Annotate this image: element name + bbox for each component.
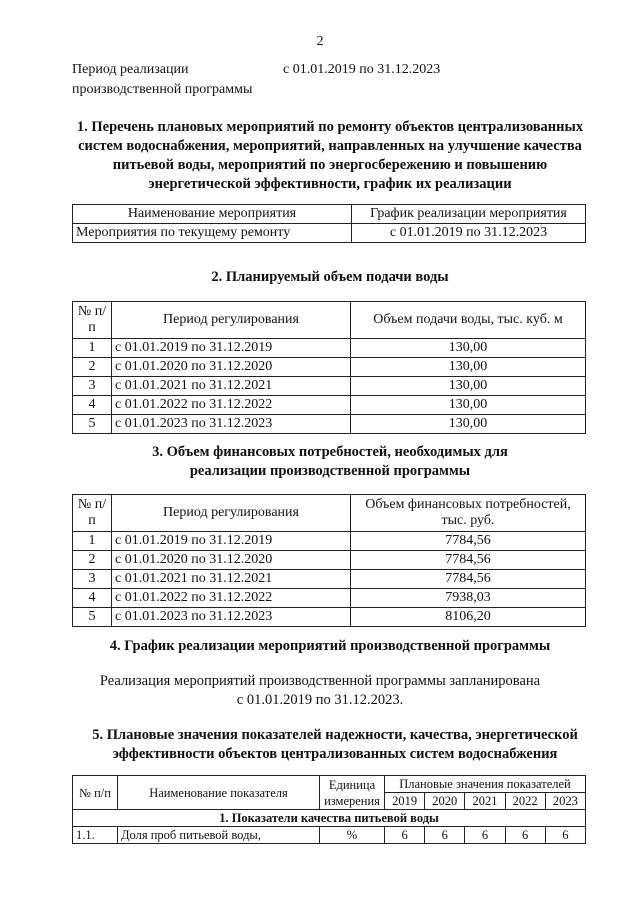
s5-row-value: 6 [505,827,545,844]
s1-row-name: Мероприятия по текущему ремонту [73,224,352,243]
s1-header-schedule: График реализации мероприятия [352,205,586,224]
s2-volume: 130,00 [351,358,586,377]
s1-row-schedule: с 01.01.2019 по 31.12.2023 [352,224,586,243]
s2-period: с 01.01.2023 по 31.12.2023 [112,415,351,434]
s2-period: с 01.01.2022 по 31.12.2022 [112,396,351,415]
s2-volume: 130,00 [351,339,586,358]
s2-period: с 01.01.2020 по 31.12.2020 [112,358,351,377]
table-row [73,532,586,551]
table-row [73,339,586,358]
s5-row-unit: % [320,827,385,844]
s2-header-volume: Объем подачи воды, тыс. куб. м [351,302,586,339]
s2-period: с 01.01.2019 по 31.12.2019 [112,339,351,358]
s5-row-name: Доля проб питьевой воды, [118,827,320,844]
s3-period: с 01.01.2020 по 31.12.2020 [112,551,351,570]
s5-year: 2020 [425,793,465,810]
s2-header-num: № п/п [73,302,112,339]
s3-period: с 01.01.2019 по 31.12.2019 [112,532,351,551]
s5-year: 2022 [505,793,545,810]
section5-table [72,775,586,844]
s3-header-finance: Объем финансовых потребностей, тыс. руб. [351,495,586,532]
section1-table [72,204,586,243]
s5-row-value: 6 [425,827,465,844]
s2-volume: 130,00 [351,415,586,434]
section2-title: 2. Планируемый объем подачи воды [211,269,449,285]
table-row [73,608,586,627]
s2-period: с 01.01.2021 по 31.12.2021 [112,377,351,396]
s3-num: 2 [73,551,112,570]
s3-amount: 7784,56 [351,532,586,551]
section5-title: 5. Плановые значения показателей надежности, качества, энергетической эффективности объектов централизованных систем водоснабжения [92,727,578,762]
s2-volume: 130,00 [351,396,586,415]
table-row [73,589,586,608]
s3-period: с 01.01.2023 по 31.12.2023 [112,608,351,627]
s3-num: 5 [73,608,112,627]
s3-period: с 01.01.2022 по 31.12.2022 [112,589,351,608]
s1-header-name: Наименование мероприятия [73,205,352,224]
section4-text-line1: Реализация мероприятий производственной программы запланирована [99,673,541,689]
s2-num: 5 [73,415,112,434]
s3-amount: 7938,03 [351,589,586,608]
s5-year: 2023 [545,793,585,810]
period-block [72,60,441,100]
period-label-line1: Период реализации [72,62,189,77]
s2-num: 4 [73,396,112,415]
s5-row-value: 6 [385,827,425,844]
table-row [73,396,586,415]
section3-title: 3. Объем финансовых потребностей, необходимых для реализации производственной программы [152,444,508,479]
s2-volume: 130,00 [351,377,586,396]
s5-header-plan: Плановые значения показателей [385,776,586,793]
section3-table [72,494,586,627]
table-row [73,827,586,844]
section1-title: 1. Перечень плановых мероприятий по ремонту объектов централизованных систем водоснабжения, мероприятий, направленных на улучшение качества питьевой воды, мероприятий по энергосбережению и повышению энергетической эффективности, график их реализации [76,119,584,192]
table-row [73,415,586,434]
table-row [73,551,586,570]
section2-table [72,301,586,434]
s3-header-period: Период регулирования [112,495,351,532]
s3-num: 1 [73,532,112,551]
s5-header-num: № п/п [73,776,118,810]
s5-group-quality: 1. Показатели качества питьевой воды [73,810,586,827]
period-label-line2: производственной программы [72,82,253,97]
page-number: 2 [316,34,324,49]
s2-header-period: Период регулирования [112,302,351,339]
section4-title: 4. График реализации мероприятий производственной программы [109,638,551,654]
s5-row-num: 1.1. [73,827,118,844]
s5-header-unit: Единица измерения [320,776,385,810]
s3-num: 3 [73,570,112,589]
s3-period: с 01.01.2021 по 31.12.2021 [112,570,351,589]
s5-year: 2021 [465,793,505,810]
s3-amount: 8106,20 [351,608,586,627]
s2-num: 1 [73,339,112,358]
s2-num: 3 [73,377,112,396]
table-row [73,377,586,396]
s5-row-value: 6 [465,827,505,844]
s3-amount: 7784,56 [351,570,586,589]
s3-amount: 7784,56 [351,551,586,570]
s5-row-value: 6 [545,827,585,844]
table-row [73,358,586,377]
s3-header-num: № п/п [73,495,112,532]
section4-text-line2: с 01.01.2019 по 31.12.2023. [236,692,404,708]
section4-text [40,672,600,710]
table-row [73,570,586,589]
s2-num: 2 [73,358,112,377]
s3-num: 4 [73,589,112,608]
period-value: с 01.01.2019 по 31.12.2023 [283,62,441,77]
s5-header-name: Наименование показателя [118,776,320,810]
s5-year: 2019 [385,793,425,810]
